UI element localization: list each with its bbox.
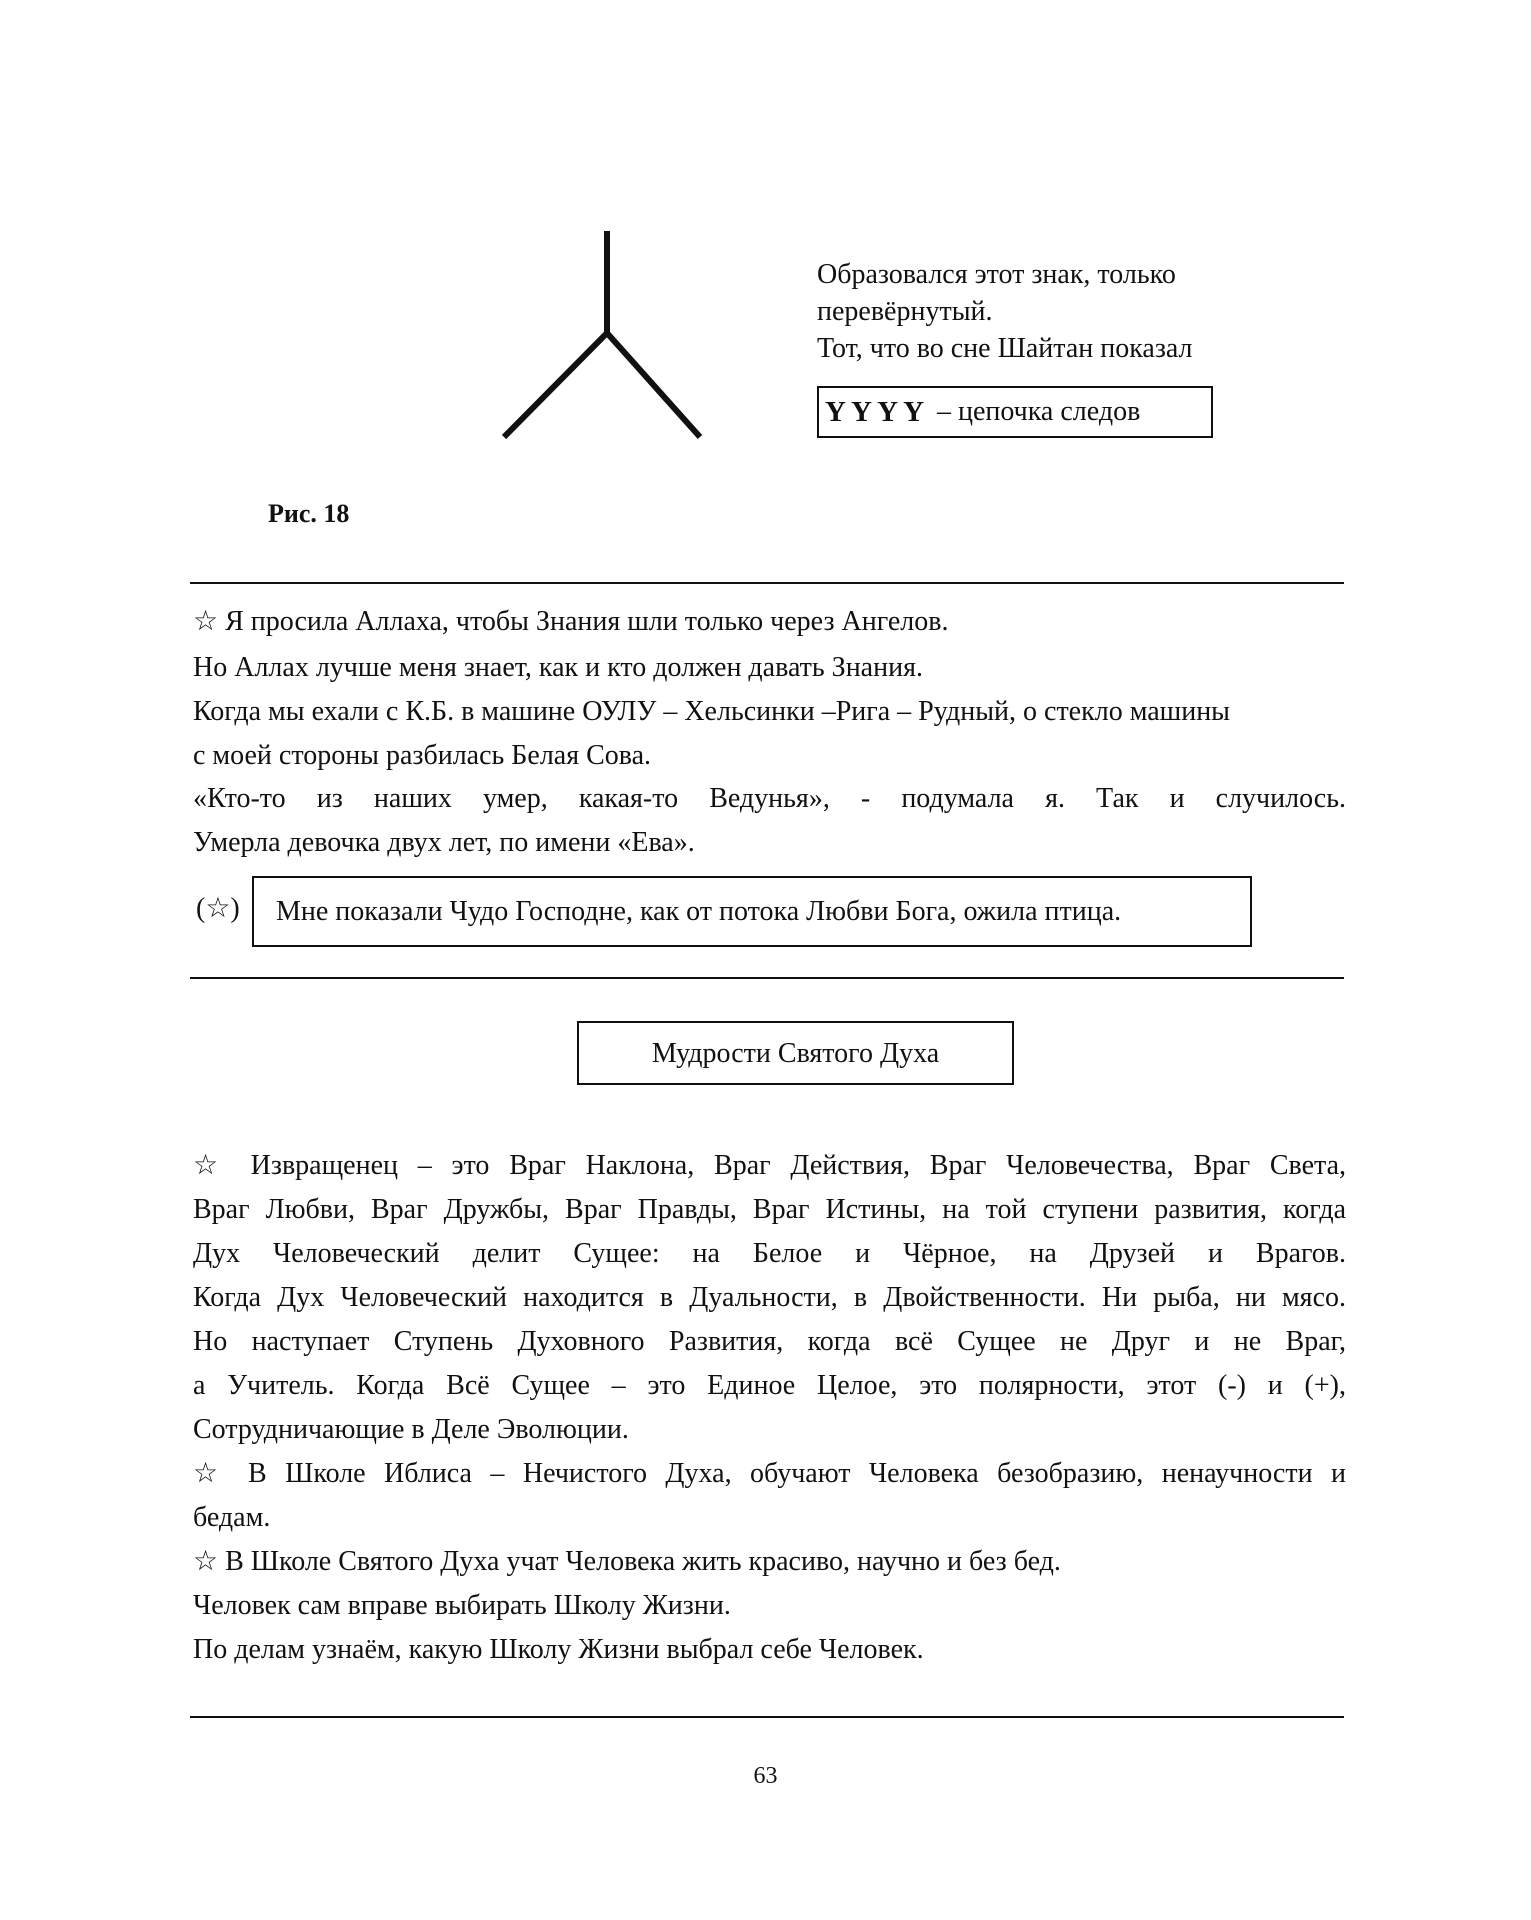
footprint-chain-text: – цепочка следов: [937, 396, 1141, 427]
section1-line-3: Когда мы ехали с К.Б. в машине ОУЛУ – Хельсинки –Рига – Рудный, о стекло машины: [193, 696, 1230, 727]
section2-line-9: бедам.: [193, 1502, 271, 1533]
section2-line-12: По делам узнаём, какую Школу Жизни выбрал себе Человек.: [193, 1634, 924, 1665]
section2-line-7: Сотрудничающие в Деле Эволюции.: [193, 1414, 629, 1445]
section1-line-2: Но Аллах лучше меня знает, как и кто должен давать Знания.: [193, 652, 923, 683]
figure-caption-line-3: Тот, что во сне Шайтан показал: [817, 333, 1193, 364]
section2-line-10: ☆ В Школе Святого Духа учат Человека жить красиво, научно и без бед.: [193, 1546, 1061, 1577]
section2-line-8: ☆ В Школе Иблиса – Нечистого Духа, обучают Человека безобразию, ненаучности и: [193, 1458, 1346, 1489]
inverted-y-sign-figure: [490, 225, 710, 450]
figure-label: Рис. 18: [268, 499, 350, 528]
figure-caption-line-2: перевёрнутый.: [817, 296, 993, 327]
footprint-symbols: Y Y Y Y: [825, 396, 925, 428]
section2-line-4: Когда Дух Человеческий находится в Дуальности, в Двойственности. Ни рыба, ни мясо.: [193, 1282, 1346, 1313]
section2-line-6: а Учитель. Когда Всё Сущее – это Единое Целое, это полярности, этот (-) и (+),: [193, 1370, 1346, 1401]
section2-line-5: Но наступает Ступень Духовного Развития, когда всё Сущее не Друг и не Враг,: [193, 1326, 1346, 1357]
section1-line-4: с моей стороны разбилась Белая Сова.: [193, 740, 652, 771]
wisdom-heading: Мудрости Святого Духа: [651, 1038, 940, 1069]
divider-2: [190, 977, 1344, 979]
sign-left-leg: [504, 333, 607, 437]
page-number: 63: [753, 1763, 778, 1789]
sign-right-leg: [607, 333, 700, 437]
miracle-note-box: [252, 876, 1252, 947]
wisdom-heading-box: [577, 1021, 1014, 1085]
section1-line-5: «Кто-то из наших умер, какая-то Ведунья», - подумала я. Так и случилось.: [193, 783, 1346, 814]
section1-line-1: ☆ Я просила Аллаха, чтобы Знания шли только через Ангелов.: [193, 606, 949, 637]
divider-1: [190, 582, 1344, 584]
section2-line-3: Дух Человеческий делит Сущее: на Белое и Чёрное, на Друзей и Врагов.: [193, 1238, 1346, 1269]
section2-line-1: ☆ Извращенец – это Враг Наклона, Враг Действия, Враг Человечества, Враг Света,: [193, 1150, 1346, 1181]
footprint-chain-box: [817, 386, 1213, 438]
figure-caption-line-1: Образовался этот знак, только: [817, 259, 1176, 290]
section1-line-6: Умерла девочка двух лет, по имени «Ева».: [193, 827, 695, 858]
note-star-marker: (☆): [196, 893, 240, 924]
miracle-note-text: Мне показали Чудо Господне, как от потока Любви Бога, ожила птица.: [276, 896, 1122, 927]
divider-3: [190, 1716, 1344, 1718]
section2-line-2: Враг Любви, Враг Дружбы, Враг Правды, Враг Истины, на той ступени развития, когда: [193, 1194, 1346, 1225]
section2-line-11: Человек сам вправе выбирать Школу Жизни.: [193, 1590, 731, 1621]
